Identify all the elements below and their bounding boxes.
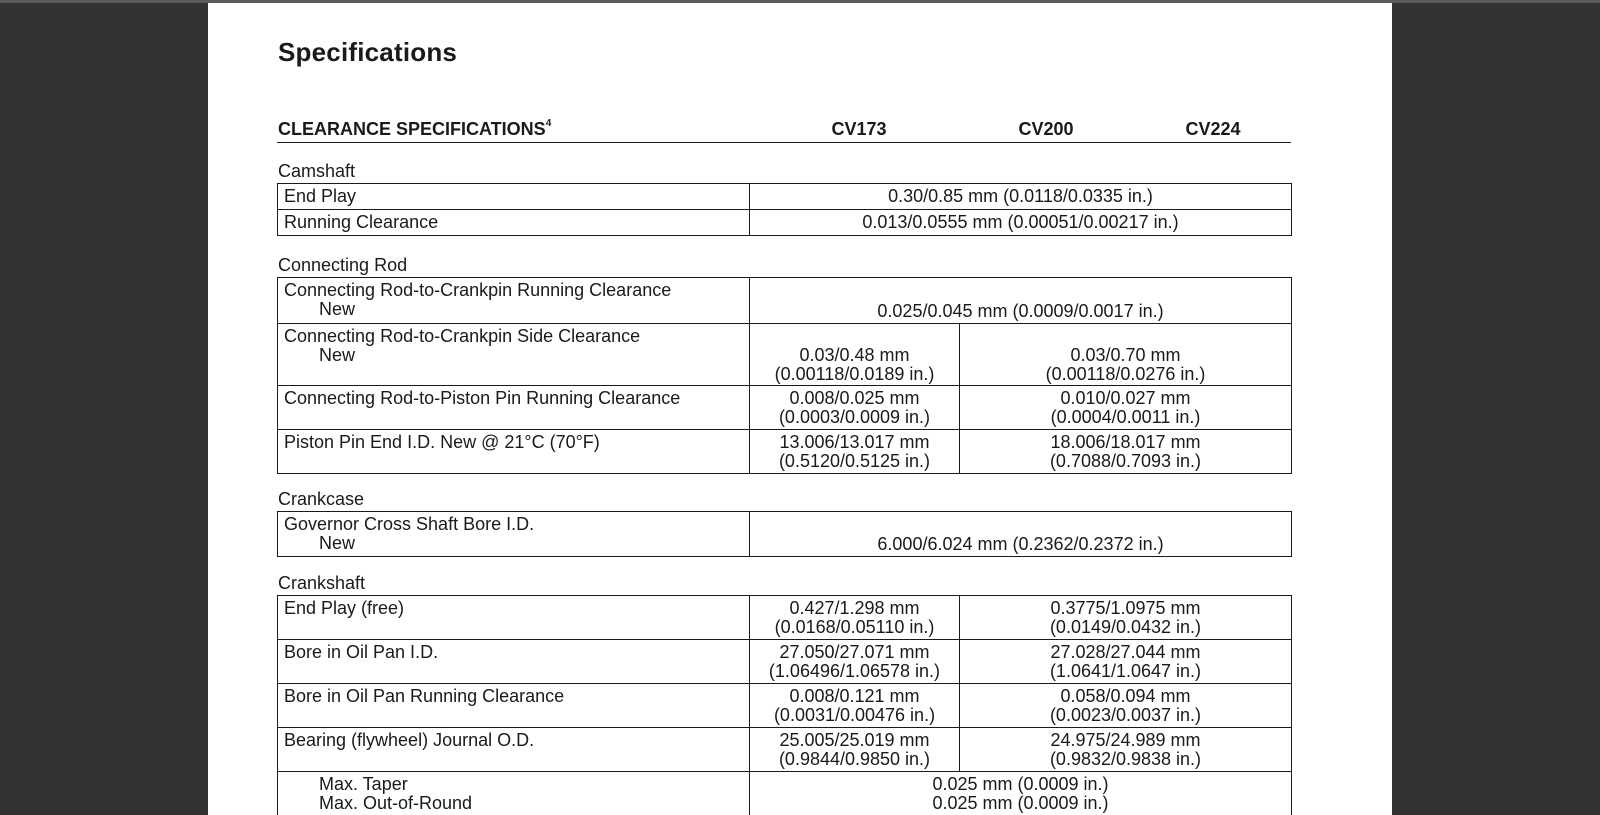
value-taper: 0.025 mm (0.0009 in.) [932,774,1109,794]
value-imperial: (0.00118/0.0189 in.) [774,364,935,384]
value-imperial: (0.5120/0.5125 in.) [778,451,931,471]
row-value-cv173 [750,386,960,430]
crankshaft-table [277,595,1292,815]
value-metric: 0.058/0.094 mm [1060,686,1191,706]
row-value-cv173 [750,640,960,684]
section-title-camshaft: Camshaft [278,161,356,181]
header-label: CLEARANCE SPECIFICATIONS$^4$ [278,118,552,139]
connecting-rod-table [277,277,1292,474]
value-metric: 27.028/27.044 mm [1050,642,1201,662]
row-value-cv200-cv224 [960,596,1292,640]
row-label [278,772,750,815]
model-cv224: CV224 [1185,119,1241,139]
value-imperial: (0.0004/0.0011 in.) [1050,407,1201,427]
value-metric: 0.008/0.025 mm [789,388,920,408]
table-header [277,117,1291,143]
value-imperial: (0.0149/0.0432 in.) [1049,617,1202,637]
row-label: Connecting Rod-to-Piston Pin Running Clearance [278,386,750,430]
row-label-main: Connecting Rod-to-Crankpin Side Clearance [284,326,641,346]
value-metric: 0.3775/1.0975 mm [1050,598,1201,618]
value-metric: 0.03/0.70 mm [1070,345,1181,365]
value-metric: 0.427/1.298 mm [789,598,920,618]
value-metric: 25.005/25.019 mm [779,730,930,750]
page-title: Specifications [278,37,458,67]
table-row [278,184,1292,210]
row-label-sub: New [319,345,356,365]
row-label: Bore in Oil Pan I.D. [278,640,750,684]
row-value-cv200-cv224 [960,640,1292,684]
row-label: Running Clearance [278,210,750,236]
model-cv173: CV173 [831,119,887,139]
table-row [278,728,1292,772]
row-value: 0.025/0.045 mm (0.0009/0.0017 in.) [750,278,1292,324]
row-value [750,772,1292,815]
value-imperial: (0.0023/0.0037 in.) [1049,705,1202,725]
document-page [208,3,1392,815]
value-metric: 13.006/13.017 mm [779,432,930,452]
value-metric: 24.975/24.989 mm [1050,730,1201,750]
row-value-cv200-cv224 [960,728,1292,772]
row-label: Piston Pin End I.D. New @ 21°C (70°F) [278,430,750,474]
value-imperial: (1.06496/1.06578 in.) [768,661,941,681]
row-value-cv200-cv224 [960,430,1292,474]
row-value-cv200-cv224 [960,684,1292,728]
value-metric: 0.010/0.027 mm [1060,388,1191,408]
row-label [278,324,750,386]
camshaft-table [277,183,1292,236]
row-label-taper: Max. Taper [319,774,408,794]
value-imperial: (1.0641/1.0647 in.) [1049,661,1202,681]
table-row [278,278,1292,324]
model-cv200: CV200 [1018,119,1074,139]
table-row [278,324,1292,386]
value-imperial: (0.9844/0.9850 in.) [778,749,931,769]
row-value: 6.000/6.024 mm (0.2362/0.2372 in.) [750,512,1292,557]
value-out-of-round: 0.025 mm (0.0009 in.) [932,793,1109,813]
row-label [278,278,750,324]
row-value-cv173 [750,684,960,728]
table-row [278,210,1292,236]
value-imperial: (0.00118/0.0276 in.) [1045,364,1206,384]
section-title-crankcase: Crankcase [278,489,365,509]
section-title-connecting-rod: Connecting Rod [278,255,408,275]
row-value-cv173 [750,324,960,386]
row-label: Bearing (flywheel) Journal O.D. [278,728,750,772]
row-label [278,512,750,557]
row-label: End Play [278,184,750,210]
value-metric: 0.008/0.121 mm [789,686,920,706]
value-imperial: (0.0168/0.05110 in.) [774,617,935,637]
table-row [278,596,1292,640]
row-label: Bore in Oil Pan Running Clearance [278,684,750,728]
row-label-out-of-round: Max. Out-of-Round [319,793,473,813]
row-value-cv200-cv224 [960,386,1292,430]
row-value: 0.013/0.0555 mm (0.00051/0.00217 in.) [750,210,1292,236]
row-label: End Play (free) [278,596,750,640]
row-label-sub: New [319,299,356,319]
row-value-cv173 [750,430,960,474]
row-label-sub: New [319,533,356,553]
table-row [278,430,1292,474]
value-metric: 18.006/18.017 mm [1050,432,1201,452]
crankcase-table [277,511,1292,557]
table-row [278,684,1292,728]
value-imperial: (0.0031/0.00476 in.) [773,705,936,725]
value-imperial: (0.0003/0.0009 in.) [778,407,931,427]
value-metric: 27.050/27.071 mm [779,642,930,662]
row-value-cv173 [750,596,960,640]
value-metric: 0.03/0.48 mm [799,345,910,365]
value-imperial: (0.7088/0.7093 in.) [1049,451,1202,471]
table-row [278,772,1292,815]
table-row [278,640,1292,684]
row-value-cv173 [750,728,960,772]
row-value-cv200-cv224 [960,324,1292,386]
row-label-main: Connecting Rod-to-Crankpin Running Clearance [284,280,672,300]
table-row [278,512,1292,557]
table-row [278,386,1292,430]
row-value: 0.30/0.85 mm (0.0118/0.0335 in.) [750,184,1292,210]
row-label-main: Governor Cross Shaft Bore I.D. [284,514,535,534]
section-title-crankshaft: Crankshaft [278,573,366,593]
value-imperial: (0.9832/0.9838 in.) [1049,749,1202,769]
